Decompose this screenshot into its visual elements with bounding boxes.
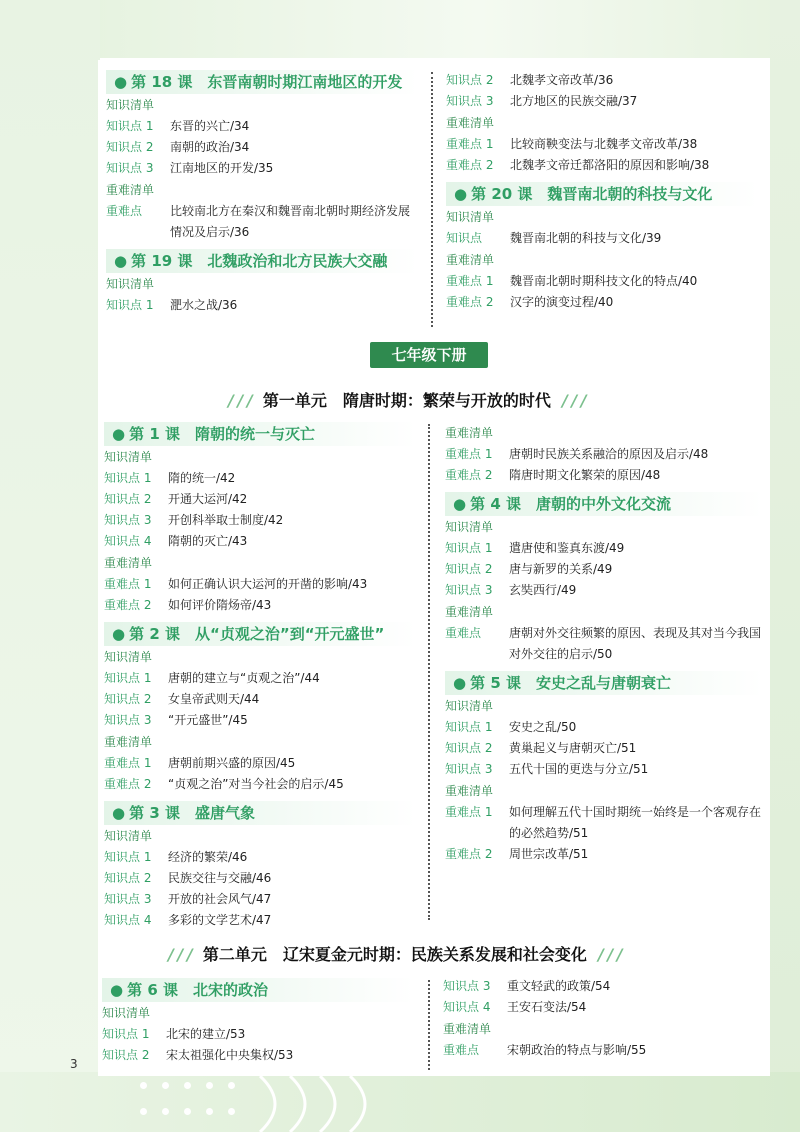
entry-tag: 重难点 2 xyxy=(446,295,494,309)
entry-text: 隋朝的灭亡/43 xyxy=(168,534,248,548)
entry-text: 遣唐使和鉴真东渡/49 xyxy=(509,541,625,555)
toc-entry xyxy=(104,847,416,868)
section-heading: 知识清单 xyxy=(104,650,153,664)
toc-entry xyxy=(445,580,763,601)
entry-text: 经济的繁荣/46 xyxy=(168,850,248,864)
lesson-title xyxy=(445,492,763,516)
section-heading: 知识清单 xyxy=(446,210,495,224)
toc-entry xyxy=(104,489,416,510)
entry-tag: 知识点 3 xyxy=(104,513,152,527)
toc-entry xyxy=(446,292,758,313)
lesson-title-text: 第 5 课 安史之乱与唐朝衰亡 xyxy=(470,674,671,692)
lesson-title-text: 第 18 课 东晋南朝时期江南地区的开发 xyxy=(131,73,403,91)
toc-entry xyxy=(446,134,758,155)
section-heading: 知识清单 xyxy=(445,520,494,534)
toc-entry xyxy=(445,623,763,665)
lesson-title-text: 第 20 课 魏晋南北朝的科技与文化 xyxy=(471,185,713,203)
bullet-dot-icon: ● xyxy=(453,495,467,513)
toc-column-unit1-right xyxy=(445,422,763,865)
entry-tag: 重难点 1 xyxy=(445,447,493,461)
entry-text: 北魏孝文帝改革/36 xyxy=(510,73,614,87)
entry-text: 女皇帝武则天/44 xyxy=(168,692,260,706)
toc-entry xyxy=(445,559,763,580)
section-heading: 知识清单 xyxy=(106,277,155,291)
grade-title: 七年级下册 xyxy=(370,342,488,368)
page-bottom-band xyxy=(0,1072,800,1132)
entry-tag: 知识点 3 xyxy=(445,762,493,776)
toc-entry xyxy=(104,574,416,595)
bullet-dot-icon: ● xyxy=(112,625,126,643)
entry-tag: 知识点 1 xyxy=(106,298,154,312)
entry-text: “开元盛世”/45 xyxy=(168,713,248,727)
toc-entry xyxy=(446,70,758,91)
toc-column-unit2-right xyxy=(443,976,761,1061)
entry-tag: 知识点 2 xyxy=(104,692,152,706)
toc-entry xyxy=(445,465,763,486)
column-divider xyxy=(428,424,430,920)
page-top-band xyxy=(0,0,800,58)
toc-entry xyxy=(443,976,761,997)
page-left-band xyxy=(0,0,100,1132)
toc-entry xyxy=(104,689,416,710)
entry-tag: 知识点 4 xyxy=(104,913,152,927)
toc-entry xyxy=(443,1040,761,1061)
toc-entry xyxy=(104,595,416,616)
entry-text: 王安石变法/54 xyxy=(507,1000,587,1014)
bullet-dot-icon: ● xyxy=(453,674,467,692)
entry-tag: 知识点 1 xyxy=(445,720,493,734)
toc-entry xyxy=(106,137,418,158)
entry-tag: 知识点 3 xyxy=(104,713,152,727)
entry-tag: 知识点 2 xyxy=(102,1048,150,1062)
entry-tag: 知识点 3 xyxy=(104,892,152,906)
bullet-dot-icon: ● xyxy=(114,252,128,270)
entry-text: 开创科举取士制度/42 xyxy=(168,513,284,527)
section-heading: 知识清单 xyxy=(104,450,153,464)
entry-text: 玄奘西行/49 xyxy=(509,583,577,597)
section-heading: 重难清单 xyxy=(104,556,153,570)
toc-entry xyxy=(104,868,416,889)
toc-entry xyxy=(446,271,758,292)
toc-entry xyxy=(106,201,418,243)
entry-tag: 知识点 3 xyxy=(443,979,491,993)
entry-text: 唐朝时民族关系融洽的原因及启示/48 xyxy=(509,447,709,461)
toc-column-top-right xyxy=(446,70,758,313)
toc-entry xyxy=(106,116,418,137)
entry-text: 五代十国的更迭与分立/51 xyxy=(509,762,649,776)
toc-entry xyxy=(445,802,763,844)
entry-text: 重文轻武的政策/54 xyxy=(507,979,611,993)
entry-tag: 知识点 2 xyxy=(445,741,493,755)
lesson-title-text: 第 1 课 隋朝的统一与灭亡 xyxy=(129,425,315,443)
bullet-dot-icon: ● xyxy=(112,804,126,822)
entry-tag: 重难点 xyxy=(445,626,482,640)
entry-text: 北魏孝文帝迁都洛阳的原因和影响/38 xyxy=(510,158,710,172)
toc-entry xyxy=(104,910,416,931)
lesson-title xyxy=(445,671,763,695)
entry-tag: 知识点 3 xyxy=(445,583,493,597)
entry-text: 隋的统一/42 xyxy=(168,471,236,485)
toc-column-unit2-left xyxy=(102,978,414,1066)
toc-entry xyxy=(102,1024,414,1045)
entry-tag: 知识点 1 xyxy=(445,541,493,555)
entry-tag: 知识点 4 xyxy=(104,534,152,548)
toc-entry xyxy=(102,1045,414,1066)
entry-text: 如何理解五代十国时期统一始终是一个客观存在的必然趋势/51 xyxy=(509,805,762,840)
section-heading: 重难清单 xyxy=(445,784,494,798)
entry-text: 安史之乱/50 xyxy=(509,720,577,734)
decorative-dots xyxy=(140,1080,260,1120)
lesson-title-text: 第 4 课 唐朝的中外文化交流 xyxy=(470,495,671,513)
entry-tag: 知识点 1 xyxy=(106,119,154,133)
lesson-title xyxy=(446,182,758,206)
unit-2-title: 第二单元 辽宋夏金元时期：民族关系发展和社会变化 xyxy=(202,945,587,964)
toc-entry xyxy=(446,91,758,112)
toc-entry xyxy=(445,717,763,738)
lesson-title-text: 第 2 课 从“贞观之治”到“开元盛世” xyxy=(129,625,385,643)
entry-tag: 重难点 xyxy=(106,204,143,218)
toc-entry xyxy=(104,531,416,552)
entry-text: 比较南北方在秦汉和魏晋南北朝时期经济发展情况及启示/36 xyxy=(170,204,411,239)
toc-entry xyxy=(446,228,758,249)
entry-tag: 重难点 1 xyxy=(446,137,494,151)
bullet-dot-icon: ● xyxy=(114,73,128,91)
entry-text: “贞观之治”对当今社会的启示/45 xyxy=(168,777,344,791)
entry-text: 开通大运河/42 xyxy=(168,492,248,506)
entry-tag: 重难点 1 xyxy=(446,274,494,288)
toc-entry xyxy=(445,444,763,465)
entry-text: 魏晋南北朝的科技与文化/39 xyxy=(510,231,662,245)
entry-tag: 知识点 1 xyxy=(102,1027,150,1041)
toc-entry xyxy=(104,510,416,531)
section-heading: 知识清单 xyxy=(102,1006,151,1020)
bullet-dot-icon: ● xyxy=(112,425,126,443)
entry-tag: 知识点 3 xyxy=(446,94,494,108)
toc-entry xyxy=(445,759,763,780)
toc-column-unit1-left xyxy=(104,422,416,931)
entry-tag: 重难点 2 xyxy=(446,158,494,172)
page-right-band xyxy=(770,0,800,1132)
section-heading: 重难清单 xyxy=(446,253,495,267)
entry-text: 唐朝的建立与“贞观之治”/44 xyxy=(168,671,320,685)
page-number: 3 xyxy=(70,1057,78,1071)
entry-text: 唐朝对外交往频繁的原因、表现及其对当今我国对外交往的启示/50 xyxy=(509,626,762,661)
column-divider xyxy=(431,72,433,327)
toc-entry xyxy=(106,158,418,179)
entry-tag: 知识点 1 xyxy=(104,850,152,864)
entry-tag: 知识点 xyxy=(446,231,483,245)
entry-text: 淝水之战/36 xyxy=(170,298,238,312)
entry-text: 隋唐时期文化繁荣的原因/48 xyxy=(509,468,661,482)
entry-tag: 知识点 2 xyxy=(446,73,494,87)
bullet-dot-icon: ● xyxy=(454,185,468,203)
section-heading: 重难清单 xyxy=(106,183,155,197)
entry-text: 如何正确认识大运河的开凿的影响/43 xyxy=(168,577,368,591)
entry-text: 北方地区的民族交融/37 xyxy=(510,94,638,108)
toc-entry xyxy=(104,774,416,795)
lesson-title-text: 第 19 课 北魏政治和北方民族大交融 xyxy=(131,252,388,270)
entry-tag: 重难点 2 xyxy=(445,468,493,482)
entry-tag: 知识点 2 xyxy=(104,871,152,885)
section-heading: 重难清单 xyxy=(104,735,153,749)
lesson-title-text: 第 3 课 盛唐气象 xyxy=(129,804,255,822)
toc-entry xyxy=(445,844,763,865)
toc-entry xyxy=(104,710,416,731)
decorative-arcs xyxy=(250,1076,390,1132)
entry-text: 宋朝政治的特点与影响/55 xyxy=(507,1043,647,1057)
lesson-title xyxy=(106,70,418,94)
section-heading: 知识清单 xyxy=(106,98,155,112)
entry-text: 东晋的兴亡/34 xyxy=(170,119,250,133)
entry-text: 如何评价隋炀帝/43 xyxy=(168,598,272,612)
entry-tag: 知识点 4 xyxy=(443,1000,491,1014)
entry-tag: 重难点 xyxy=(443,1043,480,1057)
entry-tag: 重难点 2 xyxy=(104,777,152,791)
toc-entry xyxy=(104,753,416,774)
section-heading: 重难清单 xyxy=(443,1022,492,1036)
entry-tag: 知识点 1 xyxy=(104,471,152,485)
lesson-title xyxy=(104,422,416,446)
entry-text: 南朝的政治/34 xyxy=(170,140,250,154)
column-divider xyxy=(428,980,430,1070)
section-heading: 重难清单 xyxy=(445,605,494,619)
entry-text: 唐与新罗的关系/49 xyxy=(509,562,613,576)
entry-text: 北宋的建立/53 xyxy=(166,1027,246,1041)
bullet-dot-icon: ● xyxy=(110,981,124,999)
entry-tag: 重难点 1 xyxy=(445,805,493,819)
toc-column-top-left xyxy=(106,70,418,316)
entry-text: 黄巢起义与唐朝灭亡/51 xyxy=(509,741,637,755)
section-heading: 知识清单 xyxy=(445,699,494,713)
entry-tag: 重难点 1 xyxy=(104,577,152,591)
toc-entry xyxy=(446,155,758,176)
unit-1-title: 第一单元 隋唐时期：繁荣与开放的时代 xyxy=(262,391,551,410)
toc-entry xyxy=(104,468,416,489)
entry-text: 魏晋南北朝时期科技文化的特点/40 xyxy=(510,274,698,288)
entry-tag: 知识点 2 xyxy=(104,492,152,506)
entry-tag: 知识点 2 xyxy=(445,562,493,576)
entry-tag: 知识点 2 xyxy=(106,140,154,154)
entry-text: 宋太祖强化中央集权/53 xyxy=(166,1048,294,1062)
toc-entry xyxy=(445,738,763,759)
entry-text: 汉字的演变过程/40 xyxy=(510,295,614,309)
entry-tag: 重难点 1 xyxy=(104,756,152,770)
entry-tag: 知识点 1 xyxy=(104,671,152,685)
entry-text: 江南地区的开发/35 xyxy=(170,161,274,175)
entry-text: 民族交往与交融/46 xyxy=(168,871,272,885)
lesson-title xyxy=(102,978,414,1002)
section-heading: 重难清单 xyxy=(446,116,495,130)
entry-text: 比较商鞅变法与北魏孝文帝改革/38 xyxy=(510,137,698,151)
toc-entry xyxy=(104,668,416,689)
lesson-title xyxy=(104,801,416,825)
toc-entry xyxy=(104,889,416,910)
entry-text: 多彩的文学艺术/47 xyxy=(168,913,272,927)
entry-text: 开放的社会风气/47 xyxy=(168,892,272,906)
lesson-title-text: 第 6 课 北宋的政治 xyxy=(127,981,268,999)
lesson-title xyxy=(104,622,416,646)
section-heading: 知识清单 xyxy=(104,829,153,843)
entry-text: 周世宗改革/51 xyxy=(509,847,589,861)
entry-text: 唐朝前期兴盛的原因/45 xyxy=(168,756,296,770)
toc-entry xyxy=(443,997,761,1018)
unit-1-heading: / / / 第一单元 隋唐时期：繁荣与开放的时代 / / / xyxy=(228,391,586,410)
toc-entry xyxy=(445,538,763,559)
entry-tag: 重难点 2 xyxy=(445,847,493,861)
lesson-title xyxy=(106,249,418,273)
entry-tag: 重难点 2 xyxy=(104,598,152,612)
unit-2-heading: / / / 第二单元 辽宋夏金元时期：民族关系发展和社会变化 / / / xyxy=(168,945,622,964)
toc-entry xyxy=(106,295,418,316)
entry-tag: 知识点 3 xyxy=(106,161,154,175)
section-heading: 重难清单 xyxy=(445,426,494,440)
